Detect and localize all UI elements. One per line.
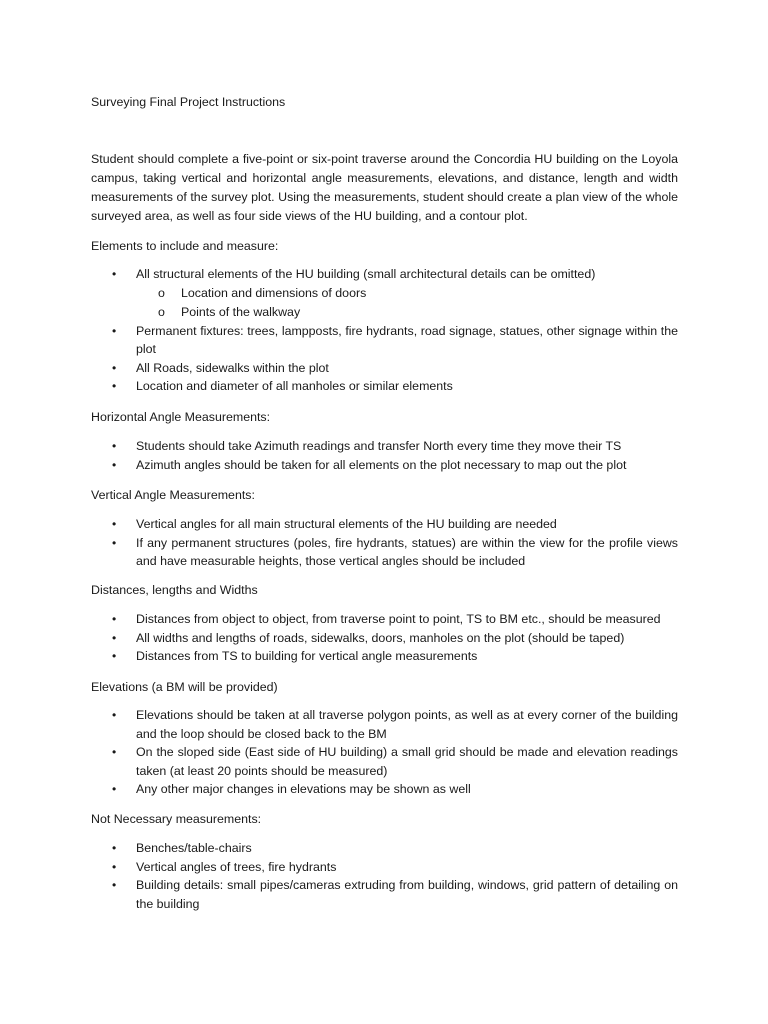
distances-list — [91, 610, 678, 666]
elevations-list — [91, 706, 678, 799]
list-item: • Students should take Azimuth readings and transfer North every time they move their TS — [91, 437, 678, 456]
sub-list-item: o Location and dimensions of doors — [91, 284, 678, 303]
bullet-icon: • — [112, 457, 117, 472]
list-item: • All Roads, sidewalks within the plot — [91, 359, 678, 378]
bullet-icon: • — [112, 439, 117, 453]
bullet-icon: • — [112, 517, 117, 531]
section-heading-elevations: Elevations (a BM will be provided) — [91, 680, 278, 694]
section-heading-distances: Distances, lengths and Widths — [91, 583, 258, 597]
bullet-icon: • — [112, 630, 117, 645]
list-item: • Vertical angles of trees, fire hydrants — [91, 858, 678, 877]
list-item: • All widths and lengths of roads, sidewalks, doors, manholes on the plot (should be taped) — [91, 629, 678, 648]
bullet-icon: • — [112, 649, 117, 663]
list-item: • Distances from TS to building for vertical angle measurements — [91, 647, 678, 666]
vertical-list — [91, 515, 678, 571]
bullet-icon: • — [112, 535, 117, 550]
bullet-icon: • — [112, 745, 117, 759]
list-item: • All structural elements of the HU building (small architectural details can be omitted) — [91, 265, 678, 284]
section-heading-vertical: Vertical Angle Measurements: — [91, 488, 255, 502]
list-item: • On the sloped side (East side of HU building) a small grid should be made and elevation readings taken (at least 20 points should be measured) — [112, 745, 678, 778]
list-item: • If any permanent structures (poles, fire hydrants, statues) are within the view for the profile views and have measurable heights, those vertical angles should be included — [112, 535, 678, 568]
bullet-icon: • — [112, 267, 117, 281]
bullet-icon: • — [112, 360, 117, 375]
sub-bullet-icon: o — [158, 285, 165, 300]
sub-bullet-icon: o — [158, 304, 165, 319]
bullet-icon: • — [112, 782, 117, 796]
list-item: • Elevations should be taken at all traverse polygon points, as well as at every corner of the building and the loop should be closed back to the BM — [112, 708, 678, 741]
bullet-icon: • — [112, 841, 117, 855]
bullet-icon: • — [112, 323, 117, 338]
bullet-icon: • — [112, 708, 117, 722]
bullet-icon: • — [112, 859, 117, 874]
list-item: • Benches/table-chairs — [91, 839, 678, 858]
elements-list — [91, 265, 678, 396]
not-necessary-list — [91, 839, 678, 913]
list-item: • Azimuth angles should be taken for all elements on the plot necessary to map out the plot — [91, 456, 678, 475]
list-item: • Any other major changes in elevations may be shown as well — [91, 780, 678, 799]
list-item: • Permanent fixtures: trees, lampposts, fire hydrants, road signage, statues, other signage within the plot — [112, 323, 678, 356]
sub-list-item: o Points of the walkway — [91, 303, 678, 322]
list-item: • Distances from object to object, from traverse point to point, TS to BM etc., should be measured — [91, 610, 678, 629]
section-heading-horizontal: Horizontal Angle Measurements: — [91, 410, 271, 424]
bullet-icon: • — [112, 612, 117, 626]
document-title: Surveying Final Project Instructions — [91, 95, 286, 109]
intro-paragraph: Student should complete a five-point or six-point traverse around the Concordia HU building on the Loyola campus, taking vertical and horizontal angle measurements, elevations, and distance, length and width measurements of the survey plot. Using the measurements, student should create a plan view of the whole surveyed area, as well as four side views of the HU building, and a contour plot. — [91, 152, 678, 223]
horizontal-list — [91, 437, 678, 474]
bullet-icon: • — [112, 878, 117, 892]
list-item: • Location and diameter of all manholes or similar elements — [91, 377, 678, 396]
section-heading-elements: Elements to include and measure: — [91, 239, 279, 253]
list-item: • Building details: small pipes/cameras extruding from building, windows, grid pattern of detailing on the building — [112, 878, 678, 911]
bullet-icon: • — [112, 379, 117, 393]
section-heading-not-necessary: Not Necessary measurements: — [91, 812, 262, 826]
list-item: • Vertical angles for all main structural elements of the HU building are needed — [91, 515, 678, 534]
